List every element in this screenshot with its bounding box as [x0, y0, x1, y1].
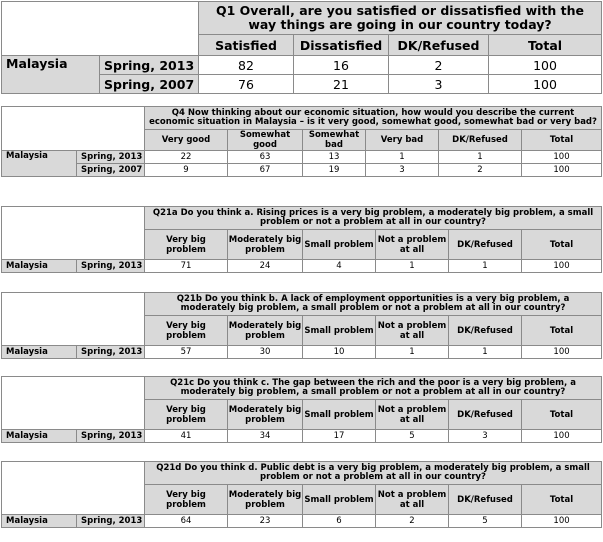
- value-cell: 71: [145, 260, 228, 273]
- value-cell: 100: [522, 151, 602, 164]
- column-header: Small problem: [303, 400, 376, 430]
- period-label: Spring, 2013: [77, 346, 145, 359]
- period-label: Spring, 2007: [77, 164, 145, 177]
- q1-table: [1, 1, 602, 94]
- value-cell: 3: [449, 430, 522, 443]
- column-header: DK/Refused: [439, 130, 522, 151]
- value-cell: 6: [303, 515, 376, 528]
- value-cell: 23: [228, 515, 303, 528]
- value-cell: 67: [228, 164, 303, 177]
- value-cell: 10: [303, 346, 376, 359]
- column-header: Moderately big problem: [228, 316, 303, 346]
- blank-corner: [2, 2, 199, 56]
- period-label: Spring, 2007: [100, 75, 199, 94]
- value-cell: 2: [376, 515, 449, 528]
- q21a-table: [1, 206, 602, 273]
- question-text: Q21c Do you think c. The gap between the rich and the poor is a very big problem, a moderately big problem, a small problem or not a problem at all in our country?: [145, 377, 602, 400]
- value-cell: 100: [522, 430, 602, 443]
- q21d-table: [1, 461, 602, 528]
- column-header: Not a problem at all: [376, 400, 449, 430]
- value-cell: 19: [303, 164, 366, 177]
- q21b-table: [1, 292, 602, 359]
- value-cell: 3: [389, 75, 489, 94]
- column-header: Moderately big problem: [228, 485, 303, 515]
- column-header: Very big problem: [145, 316, 228, 346]
- value-cell: 63: [228, 151, 303, 164]
- value-cell: 22: [145, 151, 228, 164]
- blank-corner: [2, 293, 145, 346]
- q4-table: [1, 106, 602, 177]
- value-cell: 100: [522, 515, 602, 528]
- column-header: Total: [489, 35, 602, 56]
- column-header: Very big problem: [145, 485, 228, 515]
- column-header: Somewhat good: [228, 130, 303, 151]
- period-label: Spring, 2013: [77, 151, 145, 164]
- value-cell: 4: [303, 260, 376, 273]
- value-cell: 1: [449, 346, 522, 359]
- value-cell: 100: [489, 75, 602, 94]
- period-label: Spring, 2013: [77, 515, 145, 528]
- column-header: Total: [522, 400, 602, 430]
- value-cell: 3: [366, 164, 439, 177]
- value-cell: 30: [228, 346, 303, 359]
- column-header: Total: [522, 485, 602, 515]
- column-header: Small problem: [303, 485, 376, 515]
- value-cell: 21: [294, 75, 389, 94]
- column-header: Not a problem at all: [376, 316, 449, 346]
- column-header: DK/Refused: [449, 230, 522, 260]
- column-header: Total: [522, 130, 602, 151]
- value-cell: 2: [439, 164, 522, 177]
- period-label: Spring, 2013: [100, 56, 199, 75]
- value-cell: 5: [376, 430, 449, 443]
- value-cell: 24: [228, 260, 303, 273]
- blank-corner: [2, 107, 145, 151]
- value-cell: 34: [228, 430, 303, 443]
- blank-corner: [2, 207, 145, 260]
- country-label: Malaysia: [2, 56, 100, 94]
- value-cell: 57: [145, 346, 228, 359]
- value-cell: 1: [439, 151, 522, 164]
- country-label: Malaysia: [2, 430, 77, 443]
- column-header: Satisfied: [199, 35, 294, 56]
- value-cell: 1: [449, 260, 522, 273]
- value-cell: 1: [376, 346, 449, 359]
- value-cell: 100: [522, 346, 602, 359]
- column-header: Moderately big problem: [228, 230, 303, 260]
- country-label: Malaysia: [2, 515, 77, 528]
- question-text: Q21d Do you think d. Public debt is a very big problem, a moderately big problem, a small problem or not a problem at all in our country?: [145, 462, 602, 485]
- column-header: Dissatisfied: [294, 35, 389, 56]
- value-cell: 1: [376, 260, 449, 273]
- column-header: Not a problem at all: [376, 485, 449, 515]
- column-header: DK/Refused: [449, 485, 522, 515]
- blank-corner: [2, 377, 145, 430]
- column-header: DK/Refused: [449, 400, 522, 430]
- column-header: Small problem: [303, 230, 376, 260]
- blank-corner: [2, 462, 145, 515]
- country-label: Malaysia: [2, 151, 77, 177]
- country-label: Malaysia: [2, 260, 77, 273]
- column-header: Not a problem at all: [376, 230, 449, 260]
- question-text: Q4 Now thinking about our economic situation, how would you describe the current economic situation in Malaysia – is it very good, somewhat good, somewhat bad or very bad?: [145, 107, 602, 130]
- value-cell: 64: [145, 515, 228, 528]
- column-header: Total: [522, 230, 602, 260]
- value-cell: 2: [389, 56, 489, 75]
- value-cell: 5: [449, 515, 522, 528]
- value-cell: 13: [303, 151, 366, 164]
- value-cell: 17: [303, 430, 376, 443]
- value-cell: 100: [522, 260, 602, 273]
- value-cell: 1: [366, 151, 439, 164]
- column-header: Very big problem: [145, 400, 228, 430]
- column-header: DK/Refused: [449, 316, 522, 346]
- question-text: Q1 Overall, are you satisfied or dissatisfied with the way things are going in our country today?: [199, 2, 602, 35]
- period-label: Spring, 2013: [77, 430, 145, 443]
- column-header: Small problem: [303, 316, 376, 346]
- country-label: Malaysia: [2, 346, 77, 359]
- question-text: Q21a Do you think a. Rising prices is a very big problem, a moderately big problem, a small problem or not a problem at all in our country?: [145, 207, 602, 230]
- q21c-table: [1, 376, 602, 443]
- value-cell: 76: [199, 75, 294, 94]
- value-cell: 9: [145, 164, 228, 177]
- value-cell: 82: [199, 56, 294, 75]
- column-header: DK/Refused: [389, 35, 489, 56]
- column-header: Very big problem: [145, 230, 228, 260]
- column-header: Very bad: [366, 130, 439, 151]
- value-cell: 100: [489, 56, 602, 75]
- column-header: Moderately big problem: [228, 400, 303, 430]
- question-text: Q21b Do you think b. A lack of employment opportunities is a very big problem, a moderately big problem, a small problem or not a problem at all in our country?: [145, 293, 602, 316]
- column-header: Total: [522, 316, 602, 346]
- value-cell: 41: [145, 430, 228, 443]
- value-cell: 16: [294, 56, 389, 75]
- period-label: Spring, 2013: [77, 260, 145, 273]
- column-header: Somewhat bad: [303, 130, 366, 151]
- value-cell: 100: [522, 164, 602, 177]
- column-header: Very good: [145, 130, 228, 151]
